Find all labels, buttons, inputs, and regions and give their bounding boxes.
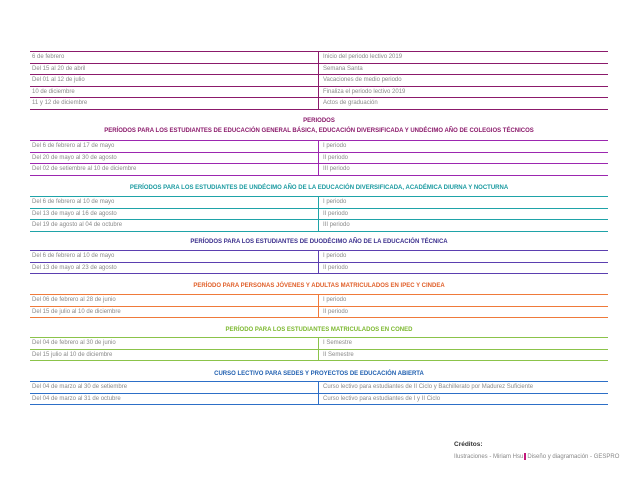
credits-label: Créditos:	[454, 441, 483, 448]
row-description: Inicio del periodo lectivo 2019	[323, 54, 403, 60]
column-separator	[318, 209, 319, 220]
table-row	[30, 394, 608, 406]
row-date: Del 19 de agosto al 04 de octubre	[32, 222, 123, 228]
table-row	[30, 251, 608, 263]
table-row	[30, 64, 608, 76]
column-separator	[318, 295, 319, 306]
row-date: Del 01 al 12 de julio	[32, 77, 85, 83]
row-description: II periodo	[323, 154, 349, 161]
row-date: Del 15 al 20 de abril	[32, 65, 86, 72]
table-row	[30, 75, 608, 87]
row-date: Del 6 de febrero al 10 de mayo	[32, 253, 115, 259]
section-table	[30, 250, 608, 274]
row-date: Del 20 de mayo al 30 de agosto	[32, 154, 117, 161]
row-description: Curso lectivo para estudiantes de I y II Ciclo	[323, 395, 441, 402]
row-date: Del 04 de marzo al 31 de octubre	[32, 395, 121, 402]
row-date: Del 02 de setiembre al 10 de diciembre	[32, 166, 137, 172]
row-description: Vacaciones de medio periodo	[323, 77, 402, 83]
table-row	[30, 209, 608, 221]
table-row	[30, 382, 608, 394]
table-row	[30, 141, 608, 153]
row-date: 10 de diciembre	[32, 88, 75, 95]
column-separator	[318, 141, 319, 152]
calendar-table	[30, 51, 608, 110]
table-row	[30, 164, 608, 176]
row-date: Del 15 de julio al 10 de diciembre	[32, 308, 121, 315]
row-description: I periodo	[323, 143, 347, 149]
row-date: Del 6 de febrero al 17 de mayo	[32, 143, 115, 149]
row-date: Del 13 de mayo al 23 de agosto	[32, 264, 117, 271]
row-description: III periodo	[323, 166, 350, 172]
row-description: Curso lectivo para estudiantes de II Ciclo y Bachillerato por Madurez Suficiente	[323, 384, 534, 390]
row-date: Del 04 de febrero al 30 de junio	[32, 340, 116, 346]
section-title: CURSO LECTIVO PARA SEDES Y PROYECTOS DE EDUCACIÓN ABIERTA	[214, 371, 424, 377]
section-table	[30, 140, 608, 176]
row-date: Del 04 de marzo al 30 de setiembre	[32, 384, 128, 390]
column-separator	[318, 75, 319, 86]
row-description: I periodo	[323, 297, 347, 303]
table-row	[30, 307, 608, 319]
row-description: II periodo	[323, 264, 349, 271]
table-row	[30, 263, 608, 275]
section-title: PERÍODO PARA LOS ESTUDIANTES MATRICULADOS EN CONED	[225, 327, 413, 333]
row-description: II Semestre	[323, 351, 354, 358]
row-description: I periodo	[323, 199, 347, 205]
row-date: Del 13 de mayo al 16 de agosto	[32, 210, 117, 217]
section-table	[30, 381, 608, 405]
section-table	[30, 294, 608, 318]
section-title: PERÍODOS PARA LOS ESTUDIANTES DE UNDÉCIMO AÑO DE LA EDUCACIÓN DIVERSIFICADA, ACADÉMICA DIURNA Y NOCTURNA	[129, 185, 509, 191]
table-row	[30, 220, 608, 232]
section-table	[30, 337, 608, 361]
section-table	[30, 196, 608, 232]
section-title: PERÍODOS PARA LOS ESTUDIANTES DE DUODÉCIMO AÑO DE LA EDUCACIÓN TÉCNICA	[190, 239, 448, 245]
column-separator	[318, 350, 319, 361]
table-row	[30, 350, 608, 362]
row-description: I periodo	[323, 253, 347, 259]
credits-design: Diseño y diagramación - GESPRO	[527, 454, 620, 461]
table-row	[30, 87, 608, 99]
periodos-heading: PERIODOS	[303, 118, 335, 124]
row-date: Del 06 de febrero al 28 de junio	[32, 297, 116, 303]
row-description: II periodo	[323, 308, 349, 315]
column-separator	[318, 382, 319, 393]
row-date: Del 15 julio al 10 de diciembre	[32, 351, 113, 358]
table-row	[30, 338, 608, 350]
row-description: Semana Santa	[323, 65, 363, 72]
table-row	[30, 197, 608, 209]
row-description: Finaliza el periodo lectivo 2019	[323, 88, 406, 95]
section-title: PERÍODO PARA PERSONAS JÓVENES Y ADULTAS MATRICULADOS EN IPEC Y CINDEA	[193, 283, 445, 289]
row-description: Actos de graduación	[323, 100, 378, 106]
column-separator	[318, 153, 319, 164]
row-description: I Semestre	[323, 340, 353, 346]
row-date: 6 de febrero	[32, 54, 65, 60]
table-row	[30, 153, 608, 165]
row-date: Del 6 de febrero al 10 de mayo	[32, 199, 115, 205]
column-separator	[318, 98, 319, 109]
column-separator	[318, 394, 319, 405]
row-description: II periodo	[323, 210, 349, 217]
section-title: PERÍODOS PARA LOS ESTUDIANTES DE EDUCACIÓN GENERAL BÁSICA, EDUCACIÓN DIVERSIFICADA Y UNDÉCIMO AÑO DE COLEGIOS TÉCNICOS	[104, 128, 534, 134]
column-separator	[318, 87, 319, 98]
credits-block	[454, 441, 619, 460]
row-date: 11 y 12 de diciembre	[32, 100, 88, 106]
credits-text	[454, 453, 619, 460]
table-row	[30, 98, 608, 110]
column-separator	[318, 197, 319, 208]
table-row	[30, 52, 608, 64]
column-separator	[318, 164, 319, 175]
column-separator	[318, 220, 319, 231]
column-separator	[318, 263, 319, 274]
row-description: III periodo	[323, 222, 350, 228]
credits-illustrations: Ilustraciones - Miriam Hsu	[454, 454, 524, 461]
column-separator	[318, 338, 319, 349]
column-separator	[318, 307, 319, 318]
column-separator	[318, 251, 319, 262]
column-separator	[318, 52, 319, 63]
column-separator	[318, 64, 319, 75]
table-row	[30, 295, 608, 307]
